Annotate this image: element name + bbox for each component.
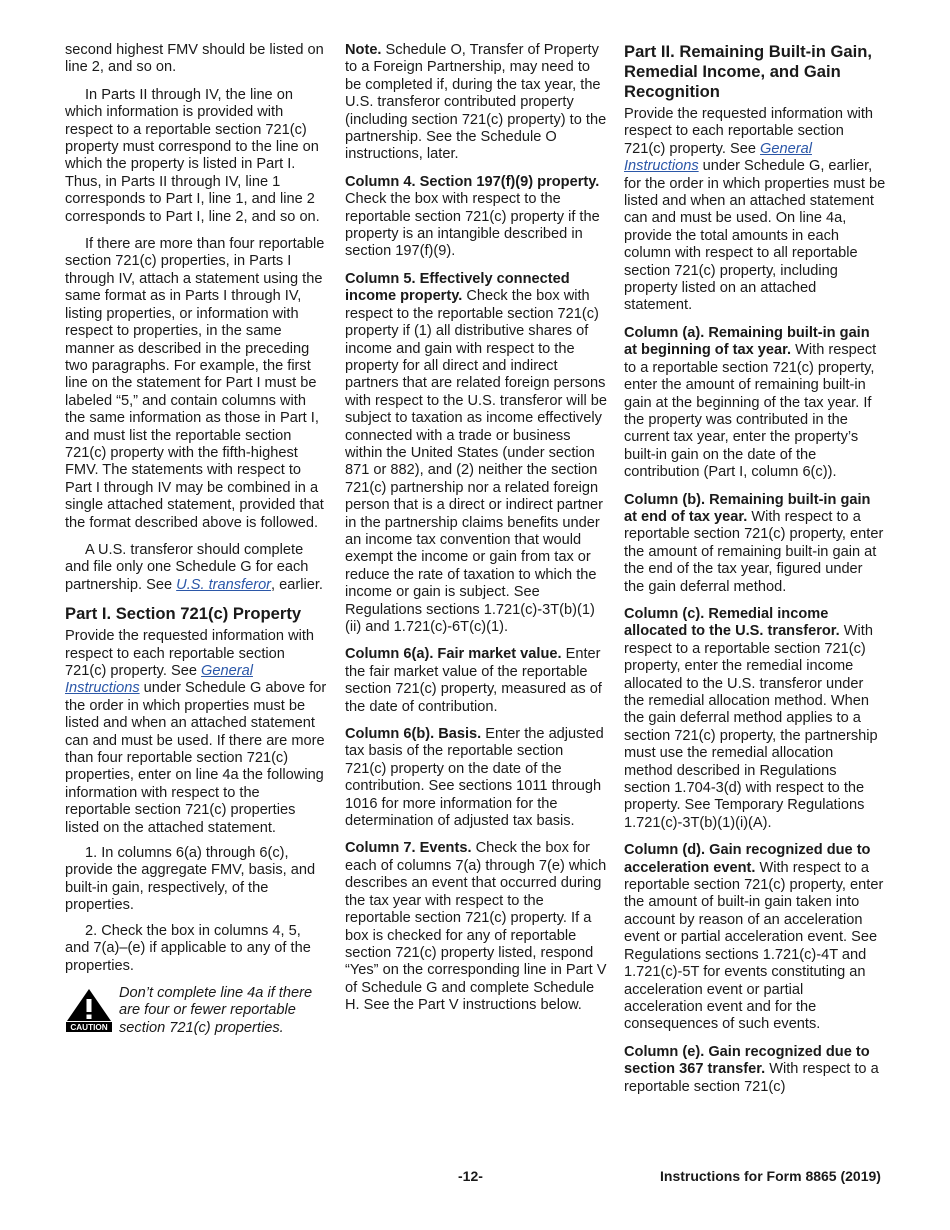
run-in-heading: Column (b). Remaining built-in gain at end of tax year. xyxy=(624,491,871,525)
column-1 xyxy=(65,42,327,1037)
list-item: 1. In columns 6(a) through 6(c), provide the aggregate FMV, basis, and built-in gain, respectively, of the properties. xyxy=(65,845,316,914)
text: With respect to a reportable section 721(c) xyxy=(624,1061,879,1095)
run-in-heading: Column (a). Remaining built-in gain at beginning of tax year. xyxy=(624,324,870,359)
text: , earlier. xyxy=(271,576,323,593)
column-6b-paragraph xyxy=(345,726,607,830)
list-item: 2. Check the box in columns 4, 5, and 7(a)–(e) if applicable to any of the properties. xyxy=(65,922,311,974)
text: under Schedule G, earlier, for the order in which properties must be listed and when an attached statement can and must be used. On line 4a, provide the total amounts in each column with respect to all reportable section 721(c) property, including property listed on an attached statement. xyxy=(624,158,886,314)
caution-box xyxy=(65,985,327,1037)
caution-text: Don’t complete line 4a if there are four or fewer reportable section 721(c) properties. xyxy=(119,984,313,1036)
paragraph xyxy=(65,542,327,594)
caution-label: CAUTION xyxy=(70,1022,108,1032)
text: With respect to a reportable section 721(c) property, enter the amount of built-in gain taken into account by reason of an acceleration event or partial acceleration event. See Regulations sections 1.721(c)-4T and 1.721(c)-5T for events constituting an acceleration event or partial acceleration event and for the consequences of such events. xyxy=(624,859,884,1033)
paragraph: If there are more than four reportable section 721(c) properties, in Parts I through IV, attach a statement using the same format as in Parts I through IV, listing properties, or information with respect to properties, in the same manner as described in the preceding two paragraphs. For example, the first line on the statement for Part I must be labeled “5,” and contain columns with the same information as those in Part I, and must list the reportable section 721(c) property with the fifth-highest FMV. The statements with respect to Part I through IV may be combined in a single attached statement, provided that the format described above is followed. xyxy=(65,236,325,531)
run-in-heading: Column (e). Gain recognized due to section 367 transfer. xyxy=(624,1043,870,1078)
paragraph xyxy=(624,106,886,315)
text: Provide the requested information with respect to each reportable section 721(c) property. See xyxy=(624,106,874,157)
text: Check the box with respect to the reportable section 721(c) property if (1) all distributive shares of income and gain with respect to the property for all direct and indirect partners that are related foreign persons with respect to the U.S. transferor will be subject to taxation as income effectively connected with a trade or business within the United States (under section 871 or 882), and (2) neither the section 721(c) partnership nor a related foreign person that is a direct or indirect partner in the partnership claims benefits under an income tax convention that would exempt the income or gain from tax or reduce the rate of taxation to which the income or gain is subject. See Regulations sections 1.721(c)-3T(b)(1)(ii) and 1.721(c)-6T(c)(1). xyxy=(345,288,607,635)
section-heading: Part II. Remaining Built-in Gain, Remedial Income, and Gain Recognition xyxy=(624,42,873,101)
text: Check the box for each of columns 7(a) through 7(e) which describes an event that occurred during the tax year with respect to the reportable section 721(c) property. If a box is checked for any of reportable section 721(c) property listed, respond “Yes” on the corresponding line in Part V of Schedule G and complete Schedule H. See the Part V instructions below. xyxy=(345,840,607,1014)
column-c-paragraph xyxy=(624,606,886,832)
run-in-heading: Column (d). Gain recognized due to acceleration event. xyxy=(624,842,871,876)
footer-form-title: Instructions for Form 8865 (2019) xyxy=(660,1168,881,1184)
column-6a-paragraph xyxy=(345,646,607,716)
run-in-heading: Column 6(a). Fair market value. xyxy=(345,646,562,663)
text: A U.S. transferor should complete and file only one Schedule G for each partnership. See xyxy=(65,541,309,593)
run-in-heading: Column (c). Remedial income allocated to the U.S. transferor. xyxy=(624,605,840,640)
us-transferor-link[interactable]: U.S. transferor xyxy=(176,576,272,593)
text: Provide the requested information with respect to each reportable section 721(c) property. See xyxy=(65,628,315,679)
paragraph: In Parts II through IV, the line on which information is provided with respect to a reportable section 721(c) property must correspond to the line on which the property is listed in Part I. Thus, in Parts II through IV, line 1 corresponds to Part I, line 1, and line 2 corresponds to Part I, line 2, and so on. xyxy=(65,86,320,225)
run-in-heading: Column 7. Events. xyxy=(345,840,472,857)
paragraph xyxy=(65,628,327,837)
column-4-paragraph xyxy=(345,174,607,261)
page-number: -12- xyxy=(458,1168,483,1184)
text: Enter the fair market value of the reportable section 721(c) property, measured as of the date of contribution. xyxy=(345,646,602,715)
caution-icon xyxy=(65,987,113,1033)
text: Enter the adjusted tax basis of the reportable section 721(c) property on the date of the contribution. See sections 1011 through 1016 for more information for the determination of adjusted tax basis. xyxy=(345,726,604,830)
paragraph: second highest FMV should be listed on line 2, and so on. xyxy=(65,42,324,76)
column-2 xyxy=(345,42,607,1023)
run-in-heading: Column 4. Section 197(f)(9) property. xyxy=(345,173,600,190)
text: With respect to a reportable section 721(c) property, enter the remedial income allocated to the U.S. transferor under the remedial allocation method. When the gain deferral method applies to a section 721(c) property, the partnership must use the remedial allocation method described in Regulations section 1.704-3(d) with respect to the property. See Temporary Regulations 1.721(c)-3T(b)(1)(i)(A). xyxy=(624,623,878,831)
column-3 xyxy=(624,42,886,1104)
text: under Schedule G above for the order in which properties must be listed and when an attached statement can and must be used. If there are more than four reportable section 721(c) properties, enter on line 4a the following information with respect to the reportable section 721(c) properties listed on the attached statement. xyxy=(65,680,327,836)
text: Check the box with respect to the reportable section 721(c) property if the property is an intangible described in section 197(f)(9). xyxy=(345,191,600,260)
text: Schedule O, Transfer of Property to a Foreign Partnership, may need to be completed if, during the tax year, the U.S. transferor contributed property (including section 721(c) property) to the partnership. See the Schedule O instructions, later. xyxy=(345,42,607,163)
column-7-paragraph xyxy=(345,840,607,1014)
run-in-heading: Column 5. Effectively connected income property. xyxy=(345,270,570,305)
note-title: Note. xyxy=(345,42,382,58)
column-5-paragraph xyxy=(345,271,607,637)
column-a-paragraph xyxy=(624,325,886,482)
general-instructions-link[interactable]: General Instructions xyxy=(624,140,812,175)
section-heading: Part I. Section 721(c) Property xyxy=(65,604,302,624)
column-e-paragraph xyxy=(624,1044,886,1096)
note-paragraph xyxy=(345,42,607,164)
text: With respect to a reportable section 721(c) property, enter the amount of remaining built-in gain at the end of the tax year, figured under the gain deferral method. xyxy=(624,508,884,595)
column-d-paragraph xyxy=(624,842,886,1033)
general-instructions-link[interactable]: General Instructions xyxy=(65,663,253,697)
run-in-heading: Column 6(b). Basis. xyxy=(345,726,482,743)
text: With respect to a reportable section 721(c) property, enter the amount of remaining built-in gain at the beginning of the tax year. If the property was contributed in the current tax year, enter the property’s built-in gain on the date of the contribution (Part I, column 6(c)). xyxy=(624,342,877,481)
column-b-paragraph xyxy=(624,492,886,596)
